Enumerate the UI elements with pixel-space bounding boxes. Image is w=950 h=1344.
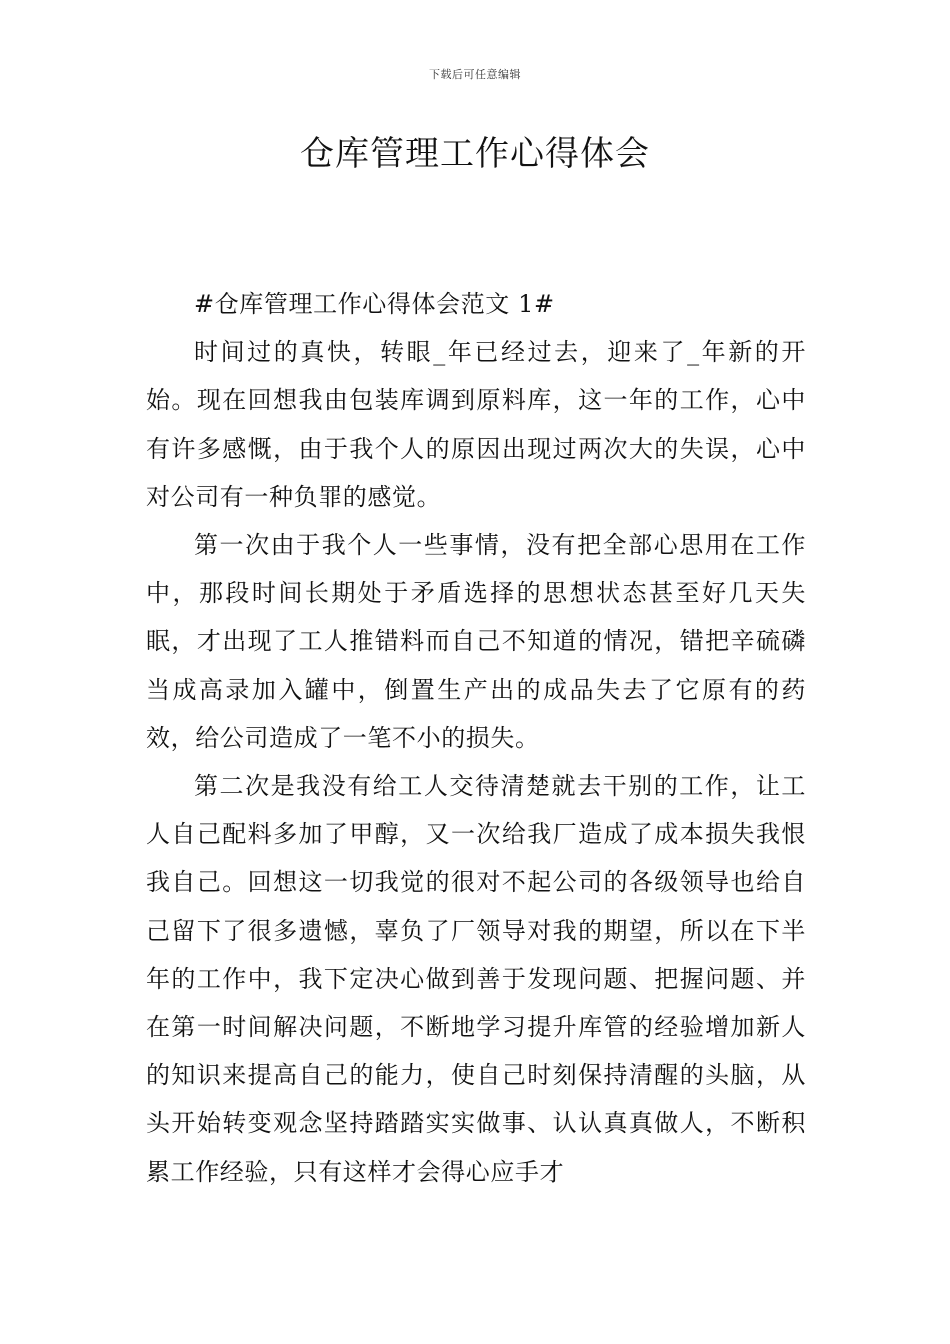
- header-note: 下载后可任意编辑: [429, 68, 521, 81]
- paragraph-3: 第二次是我没有给工人交待清楚就去干别的工作，让工人自己配料多加了甲醇，又一次给我厂造成了成本损失我恨我自己。回想这一切我觉的很对不起公司的各级领导也给自己留下了很多遗憾，辜负了厂领导对我的期望，所以在下半年的工作中，我下定决心做到善于发现问题、把握问题、并在第一时间解决问题，不断地学习提升库管的经验增加新人的知识来提高自己的能力，使自己时刻保持清醒的头脑，从头开始转变观念坚持踏踏实实做事、认认真真做人，不断积累工作经验，只有这样才会得心应手才: [146, 772, 806, 1186]
- document-body: [146, 280, 806, 1196]
- paragraph-2: 第一次由于我个人一些事情，没有把全部心思用在工作中，那段时间长期处于矛盾选择的思想状态甚至好几天失眠，才出现了工人推错料而自己不知道的情况，错把辛硫磷当成高录加入罐中，倒置生产出的成品失去了它原有的药效，给公司造成了一笔不小的损失。: [146, 531, 806, 752]
- document-title: 仓库管理工作心得体会: [300, 134, 650, 174]
- section-heading: #仓库管理工作心得体会范文 1#: [194, 290, 555, 318]
- paragraph-1: 时间过的真快，转眼_年已经过去，迎来了_年新的开始。现在回想我由包装库调到原料库，这一年的工作，心中有许多感慨，由于我个人的原因出现过两次大的失误，心中对公司有一种负罪的感觉。: [146, 338, 806, 511]
